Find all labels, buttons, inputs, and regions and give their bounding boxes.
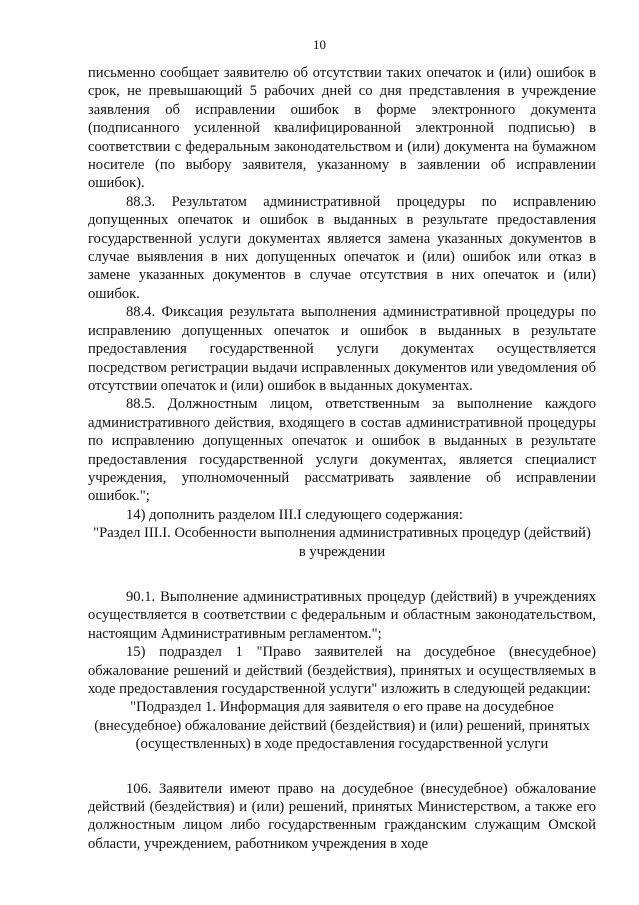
section-heading-3-1: "Раздел III.I. Особенности выполнения административных процедур (действий) в учреждении <box>93 525 591 560</box>
spacer <box>88 754 596 780</box>
spacer <box>88 561 596 588</box>
paragraph-88-5: 88.5. Должностным лицом, ответственным за выполнение каждого административного действия, входящего в состав административной процедуры по исправлению допущенных опечаток и ошибок в выданных в результате предоставления государственной услуги документах, является специалист учреждения, уполномоченный рассматривать заявление об исправлении ошибок."; <box>88 396 596 505</box>
paragraph-88-4: 88.4. Фиксация результата выполнения административной процедуры по исправлению допущенных опечаток и ошибок в выданных в результате предоставления государственной услуги документах осуществляется посредством регистрации выдачи исправленных документов или уведомления об отсутствии опечаток и (или) ошибок в выданных документах. <box>88 304 596 394</box>
paragraph-item-14: 14) дополнить разделом III.I следующего содержания: <box>126 506 463 523</box>
subsection-heading-1: "Подраздел 1. Информация для заявителя о его праве на досудебное (внесудебное) обжалование действий (бездействия) и (или) решений, принятых (осуществленных) в ходе предоставления государственной услуги <box>94 699 590 753</box>
document-body <box>88 64 596 853</box>
paragraph-item-15: 15) подраздел 1 "Право заявителей на досудебное (внесудебное) обжалование решений и действий (бездействия), принятых и осуществляемых в ходе предоставления государственной услуги" изложить в следующей редакции: <box>88 644 596 697</box>
paragraph-106: 106. Заявители имеют право на досудебное (внесудебное) обжалование действий (бездействия) и (или) решений, принятых Министерством, а также его должностным лицом либо государственным гражданским служащим Омской области, учреждением, работником учреждения в ходе <box>88 780 596 852</box>
paragraph-88-3: 88.3. Результатом административной процедуры по исправлению допущенных опечаток и ошибок в выданных в результате предоставления государственной услуги документах является замена указанных документов в случае выявления в них допущенных опечаток и (или) ошибок или отказ в замене указанных документов в случае отсутствия в них опечаток и (или) ошибок. <box>88 193 596 302</box>
page-number: 10 <box>313 37 326 52</box>
paragraph-90-1: 90.1. Выполнение административных процедур (действий) в учреждениях осуществляется в соответствии с федеральным и областным законодательством, настоящим Административным регламентом."; <box>88 588 596 642</box>
paragraph-continuation: письменно сообщает заявителю об отсутствии таких опечаток и (или) ошибок в срок, не превышающий 5 рабочих дней со дня представления в учреждение заявления об исправлении ошибок в форме электронного документа (подписанного усиленной квалифицированной электронной подписью) в соответствии с федеральным законодательством и (или) документа на бумажном носителе (по выбору заявителя, указанному в заявлении об исправлении ошибок). <box>88 65 596 192</box>
